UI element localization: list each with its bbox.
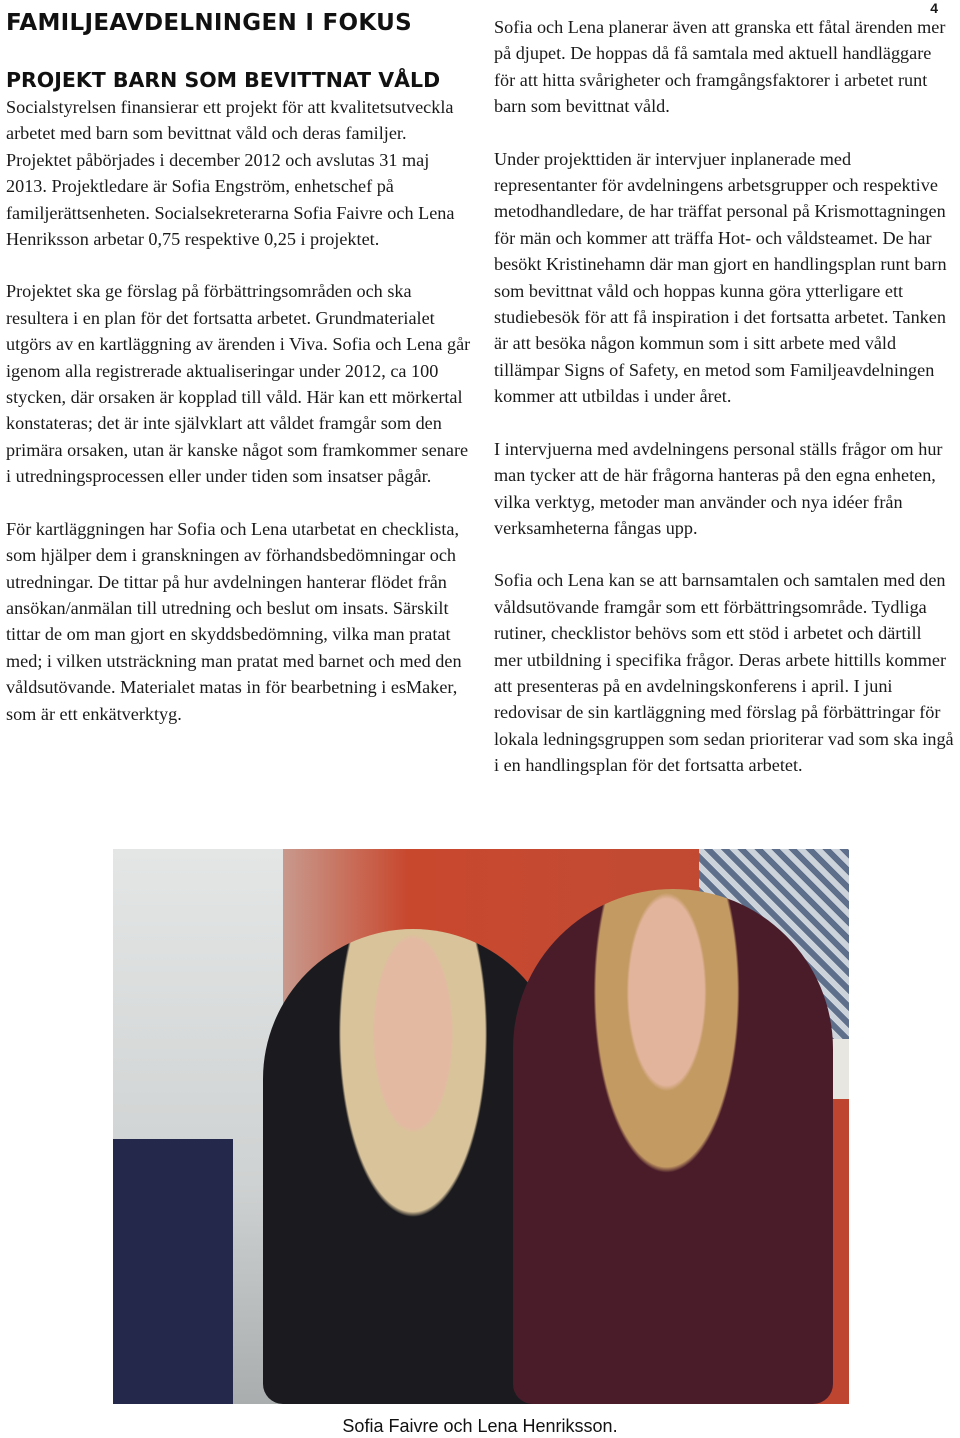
- right-column: [494, 14, 954, 805]
- paragraph: I intervjuerna med avdelningens personal ställs frågor om hur man tycker att de här frågorna hanteras på den egna enheten, vilka verktyg, metoder man använder och nya idéer från verksamheterna fångas upp.: [494, 438, 943, 538]
- paragraph: För kartläggningen har Sofia och Lena utarbetat en checklista, som hjälper dem i granskningen av förhandsbedömningar och utredningar. De tittar på hur avdelningen hanterar flödet från ansökan/anmälan till utredning och beslut om insats. Särskilt tittar de om man gjort en skyddsbedömning, vilka man pratat med; i vilken utsträckning man pratat med barnet och med den våldsutövande. Materialet matas in för bearbetning i esMaker, som är ett enkätverktyg.: [6, 518, 462, 724]
- section-title: FAMILJEAVDELNINGEN I FOKUS: [6, 10, 412, 36]
- article-title: PROJEKT BARN SOM BEVITTNAT VÅLD: [6, 68, 441, 92]
- paragraph: Projektet ska ge förslag på förbättringsområden och ska resultera i en plan för det fortsatta arbetet. Grundmaterialet utgörs av en kartläggning av ärenden i Viva. Sofia och Lena går igenom alla registrerade aktualiseringar under 2012, ca 100 stycken, där orsaken är kopplad till våld. Här kan ett mörkertal konstateras; det är inte självklart att våldet framgår som den primära orsaken, utan är kanske något som framkommer senare i utredningsprocessen eller under tiden som insatser pågår.: [6, 281, 471, 487]
- photo-person-lena: [513, 889, 833, 1404]
- left-column: [6, 66, 474, 753]
- paragraph: Socialstyrelsen finansierar ett projekt för att kvalitetsutveckla arbetet med barn som bevittnat våld och deras familjer. Projektet påbörjades i december 2012 och avslutas 31 maj 2013. Projektledare är Sofia Engström, enhetschef på familjerättsenheten. Socialsekreterarna Sofia Faivre och Lena Henriksson arbetar 0,75 respektive 0,25 i projektet.: [6, 97, 455, 250]
- photo-caption: Sofia Faivre och Lena Henriksson.: [342, 1416, 618, 1436]
- page-number: 4: [930, 0, 938, 16]
- paragraph: Sofia och Lena planerar även att granska ett fåtal ärenden mer på djupet. De hoppas då få samtala med aktuell handläggare för att hitta svårigheter och framgångsfaktorer i arbetet runt barn som bevittnat våld.: [494, 17, 946, 117]
- portrait-photo: [113, 849, 849, 1404]
- paragraph: Under projekttiden är intervjuer inplanerade med representanter för avdelningens arbetsgrupper och respektive metodhandledare, de har träffat personal på Krismottagningen för män och kommer att träffa Hot- och våldsteamet. De har besökt Kristinehamn där man gjort en handlingsplan runt barn som bevittnat våld och hoppas kunna göra ytterligare ett studiebesök för att få inspiration i det fortsatta arbetet. Tanken är att besöka någon kommun som i sitt arbete med våld tillämpar Signs of Safety, en metod som Familjeavdelningen kommer att utbildas i under året.: [494, 148, 947, 407]
- paragraph: Sofia och Lena kan se att barnsamtalen och samtalen med den våldsutövande framgår som ett förbättringsområde. Tydliga rutiner, checklistor behövs som ett stöd i arbetet och därtill mer utbildning i specifika frågor. Deras arbete hittills kommer att presenteras på en avdelningskonferens i april. I juni redovisar de sin kartläggning med förslag på förbättringar för lokala ledningsgruppen som sedan prioriterar vad som ska ingå i en handlingsplan för det fortsatta arbetet.: [494, 570, 954, 776]
- photo-chair: [113, 1139, 233, 1404]
